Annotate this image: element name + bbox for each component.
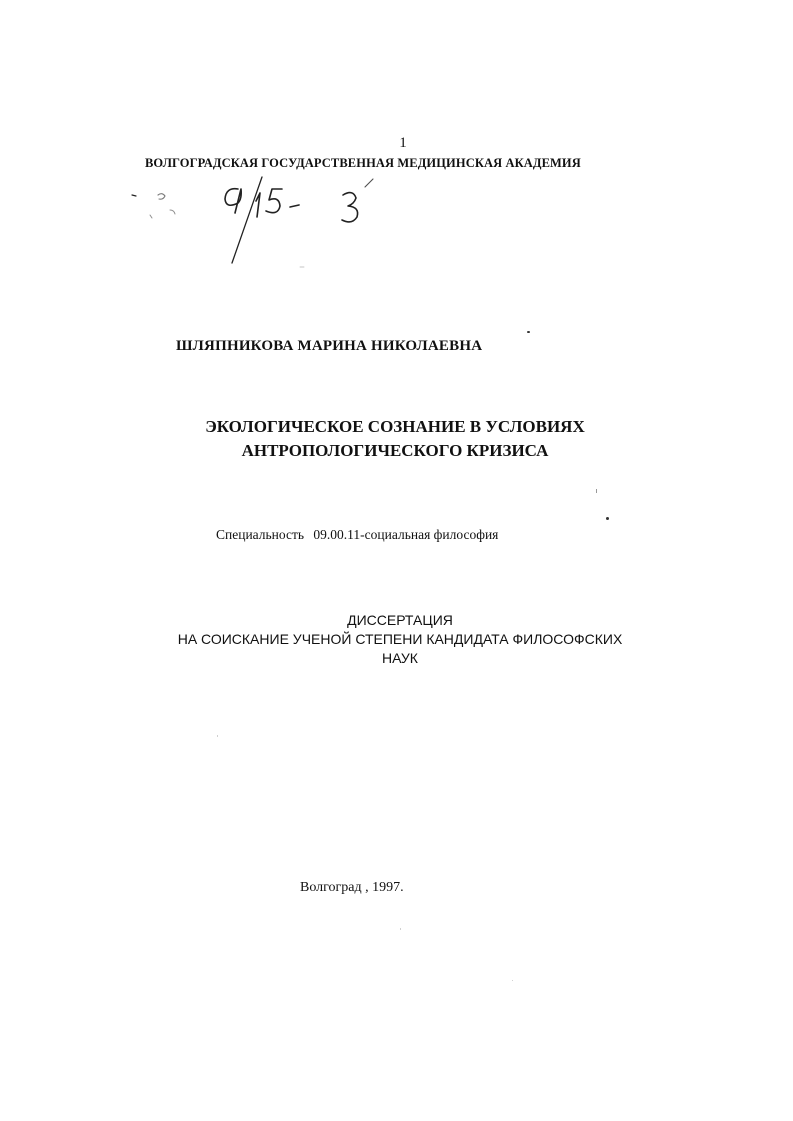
scan-speck (606, 517, 609, 520)
scan-speck (527, 331, 530, 333)
scan-speck (217, 735, 218, 737)
specialty-label: Специальность (216, 527, 305, 542)
degree-statement (120, 611, 680, 668)
scan-speck (400, 928, 401, 930)
institution-name: ВОЛГОГРАДСКАЯ ГОСУДАРСТВЕННАЯ МЕДИЦИНСКАЯ АКАДЕМИЯ (145, 156, 581, 170)
title-line-2: АНТРОПОЛОГИЧЕСКОГО КРИЗИСА (241, 441, 549, 460)
title-line-1: ЭКОЛОГИЧЕСКОЕ СОЗНАНИЕ В УСЛОВИЯХ (205, 417, 585, 436)
page-number: 1 (399, 135, 407, 151)
scan-speck (596, 489, 597, 493)
dissertation-title (100, 415, 690, 463)
degree-line-3: НАУК (382, 650, 418, 666)
specialty-code: 09.00.11-социальная философия (313, 527, 499, 542)
specialty-line (216, 527, 498, 543)
place-and-year: Волгоград , 1997. (300, 880, 404, 895)
degree-line-2: НА СОИСКАНИЕ УЧЕНОЙ СТЕПЕНИ КАНДИДАТА ФИЛОСОФСКИХ (177, 631, 623, 647)
scan-speck (512, 980, 513, 981)
degree-line-1: ДИССЕРТАЦИЯ (347, 612, 453, 628)
author-name: ШЛЯПНИКОВА МАРИНА НИКОЛАЕВНА (176, 338, 483, 354)
handwritten-archive-mark (120, 175, 400, 275)
